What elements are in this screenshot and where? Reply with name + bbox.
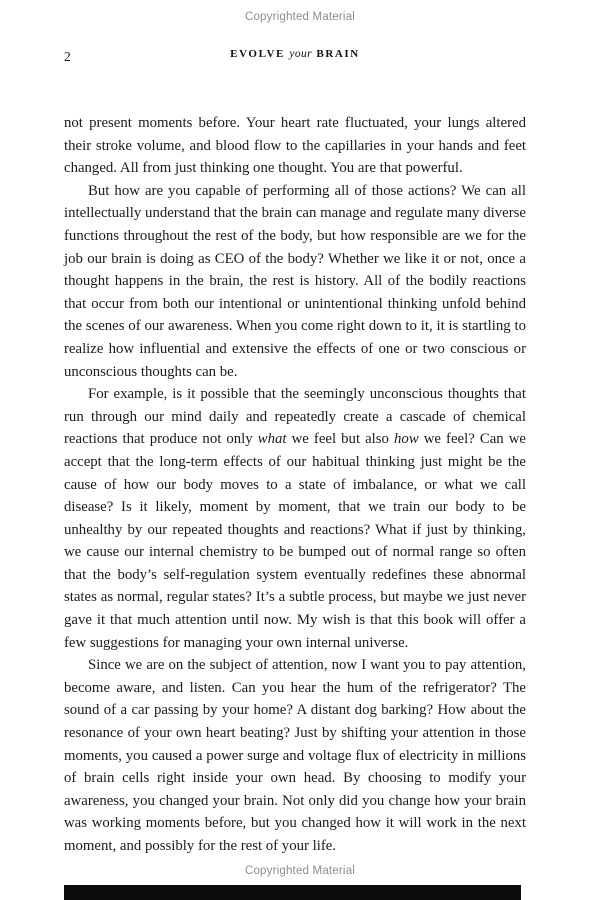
bottom-black-bar <box>64 885 521 900</box>
italic-text: what <box>257 431 287 448</box>
italic-text: how <box>394 431 419 448</box>
page-header <box>64 48 526 64</box>
paragraph <box>64 112 526 180</box>
text-run: Since we are on the subject of attention, now I want you to pay attention, become aware, and listen. Can you hear the hum of the refrigerator? The sound of a car passing by your home? A distant dog barking? How about the resonance of your own heart beating? Just by shifting your attention in those moments, you caused a power surge and voltage flux of electricity in millions of brain cells right inside your own head. By choosing to modify your awareness, you changed your brain. Not only did you change how your brain was working moments before, but you changed how it will work in the next moment, and possibly for the rest of your life. <box>64 657 526 854</box>
title-segment: EVOLVE <box>230 48 290 60</box>
page-number: 2 <box>64 49 71 64</box>
text-run: we feel? Can we accept that the long-term effects of our habitual thinking just might be the cause of how our body moves to a state of imbalance, or what we call disease? Is it likely, moment by moment, that we train our body to be unhealthy by our repeated thoughts and reactions? What if just by thinking, we cause our internal chemistry to be bumped out of normal range so often that the body’s self-regulation system eventually redefines these abnormal states as normal, regular states? It’s a subtle process, but maybe we just never gave it that much attention until now. My wish is that this book will offer a few suggestions for managing your own internal universe. <box>64 431 527 651</box>
text-run: For example, is it possible that the seemingly unconscious thoughts that run through our mind daily and repeatedly create a cascade of chemical reactions that produce not only <box>64 386 526 448</box>
body-text <box>64 112 526 858</box>
book-title <box>64 48 526 60</box>
title-segment: BRAIN <box>312 48 360 60</box>
paragraph <box>64 383 526 654</box>
paragraph <box>64 180 526 383</box>
text-run: not present moments before. Your heart rate fluctuated, your lungs altered their stroke volume, and blood flow to the capillaries in your hands and feet changed. All from just thinking one thought. You are that powerful. <box>64 115 526 177</box>
copyright-notice-bottom: Copyrighted Material <box>244 865 356 877</box>
text-run: we feel but also <box>286 431 395 448</box>
paragraph <box>64 654 526 857</box>
text-run: But how are you capable of performing all of those actions? We can all intellectually understand that the brain can manage and regulate many diverse functions throughout the rest of the body, but how responsible are we for the job our brain is doing as CEO of the body? Whether we like it or not, once a thought happens in the brain, the rest is history. All of the bodily reactions that occur from both our intentional or unintentional thinking unfold behind the scenes of our awareness. When you come right down to it, it is startling to realize how influential and extensive the effects of one or two conscious or unconscious thoughts can be. <box>64 182 526 380</box>
copyright-notice-top: Copyrighted Material <box>244 11 356 23</box>
title-segment: your <box>289 48 313 60</box>
